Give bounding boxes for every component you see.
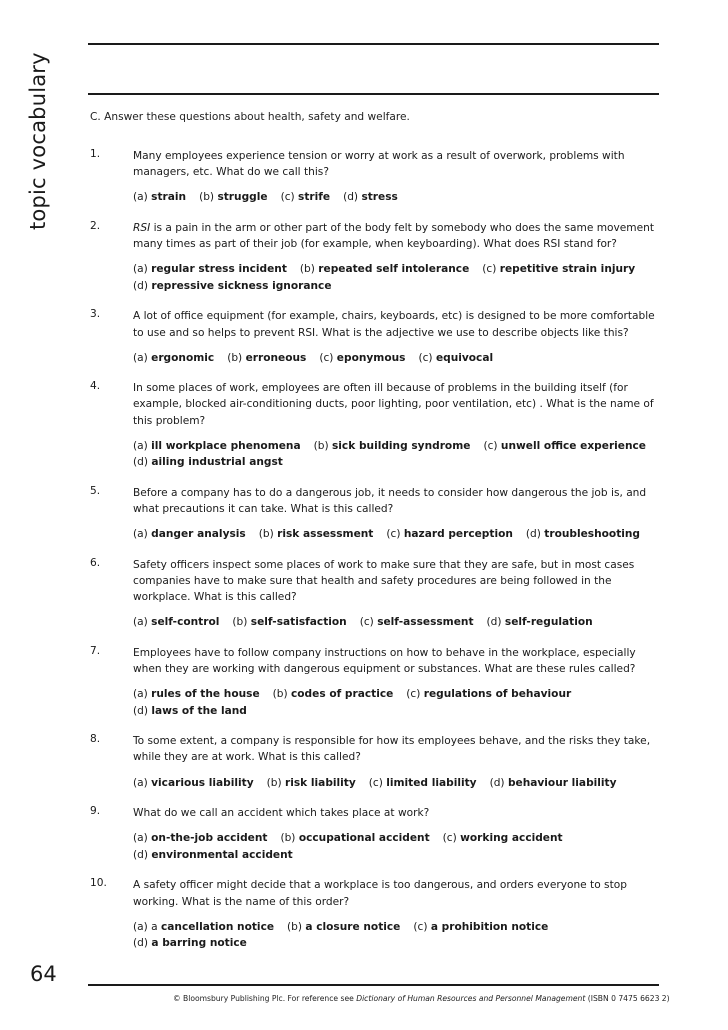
question-body: Safety officers inspect some places of work to make sure that they are safe, but in most cases companies have to make sure that health and safety procedures are being followed in the workplace. What is this called?: [133, 558, 635, 604]
option-letter: (d): [486, 616, 502, 629]
answer-option: [227, 350, 306, 367]
option-answer: erroneous: [245, 351, 307, 364]
question-text: [133, 148, 660, 180]
question-item: [90, 733, 660, 791]
option-letter: (d): [489, 776, 505, 789]
option-answer: self-satisfaction: [250, 616, 347, 629]
option-letter: (b): [272, 688, 288, 701]
option-letter: (a): [133, 351, 148, 364]
answer-option: [133, 454, 283, 471]
option-answer: regular stress incident: [151, 263, 287, 276]
option-letter: (a): [133, 191, 148, 204]
answer-option-line: [133, 454, 660, 471]
question-number: 2.: [90, 219, 101, 232]
answer-option: [482, 261, 635, 278]
answer-option: [360, 614, 474, 631]
option-letter: (b): [287, 920, 303, 933]
option-letter: (b): [232, 616, 248, 629]
option-answer: hazard perception: [403, 528, 513, 541]
option-answer: ill workplace phenomena: [151, 439, 301, 452]
question-item: [90, 308, 660, 366]
answer-option: [133, 438, 301, 455]
question-body: Before a company has to do a dangerous job, it needs to consider how dangerous the job is, and what precautions it can take. What is this called?: [133, 486, 647, 516]
answer-option-line: [133, 189, 660, 206]
option-letter: (c): [483, 439, 498, 452]
answer-option: [386, 526, 513, 543]
option-letter: (c): [386, 528, 401, 541]
answer-options: [133, 830, 660, 863]
answer-option: [490, 775, 617, 792]
question-body: A safety officer might decide that a workplace is too dangerous, and orders everyone to stop working. What is the name of this order?: [133, 879, 627, 908]
option-answer: struggle: [217, 191, 268, 204]
option-answer: repressive sickness ignorance: [151, 279, 332, 292]
answer-option-line: [133, 919, 660, 952]
answer-option-line: [133, 703, 660, 720]
answer-option: [280, 830, 429, 847]
option-answer: self-control: [151, 616, 220, 629]
answer-option: [133, 919, 274, 936]
answer-option: [133, 614, 219, 631]
option-answer: a closure notice: [305, 920, 401, 933]
option-answer: troubleshooting: [544, 528, 641, 541]
option-answer: sick building syndrome: [332, 439, 471, 452]
option-answer: eponymous: [336, 351, 406, 364]
question-item: [90, 557, 660, 631]
answer-option-line: [133, 614, 660, 631]
option-letter: (c): [368, 776, 383, 789]
footer-isbn: (ISBN 0 7475 6623 2): [585, 994, 670, 1003]
option-answer: strife: [298, 191, 331, 204]
option-letter: (b): [227, 351, 243, 364]
option-letter: (a): [133, 439, 148, 452]
option-letter: (b): [199, 191, 215, 204]
option-letter: (c): [413, 920, 428, 933]
answer-option: [133, 686, 260, 703]
option-answer: repetitive strain injury: [499, 263, 636, 276]
option-answer: risk assessment: [277, 528, 374, 541]
answer-option: [133, 278, 332, 295]
option-answer: environmental accident: [151, 848, 293, 861]
question-number: 5.: [90, 484, 101, 497]
answer-option: [300, 261, 469, 278]
option-answer: ergonomic: [151, 351, 215, 364]
answer-options: [133, 438, 660, 471]
answer-option-line: [133, 847, 660, 864]
answer-option: [406, 686, 571, 703]
answer-option: [273, 686, 394, 703]
option-letter: (c): [359, 616, 374, 629]
question-body: is a pain in the arm or other part of the body felt by somebody who does the same movement many times as part of their job (for example, when keyboarding). What does RSI stand for?: [133, 221, 655, 251]
footer-prefix: © Bloomsbury Publishing Plc. For reference see: [173, 994, 357, 1003]
answer-option: [369, 775, 477, 792]
option-answer: working accident: [460, 832, 563, 845]
option-answer: cancellation notice: [161, 920, 275, 933]
option-answer: vicarious liability: [151, 776, 254, 789]
answer-option: [232, 614, 346, 631]
option-letter: (a): [133, 776, 148, 789]
answer-option-line: [133, 278, 660, 295]
option-answer: stress: [361, 191, 398, 204]
option-letter: (d): [133, 279, 148, 292]
answer-option: [413, 919, 548, 936]
question-text: [133, 805, 660, 821]
answer-options: [133, 526, 660, 543]
answer-option: [267, 775, 356, 792]
question-item: [90, 380, 660, 471]
question-text: [133, 645, 660, 677]
answer-options: [133, 686, 660, 719]
answer-options: [133, 350, 660, 367]
option-letter: (b): [266, 776, 282, 789]
option-letter: (d): [133, 848, 148, 861]
option-letter: (a): [133, 263, 148, 276]
header-rule-bottom: [88, 93, 659, 95]
answer-option: [259, 526, 374, 543]
answer-option: [133, 526, 246, 543]
option-answer: behaviour liability: [507, 776, 617, 789]
answer-option: [418, 350, 493, 367]
answer-option: [443, 830, 563, 847]
question-term: RSI: [133, 221, 151, 234]
answer-option: [319, 350, 405, 367]
option-letter: (c): [482, 263, 497, 276]
option-letter: (c): [442, 832, 457, 845]
option-answer: risk liability: [285, 776, 356, 789]
option-letter: (c): [280, 191, 295, 204]
question-text: [133, 308, 660, 340]
answer-options: [133, 261, 660, 294]
question-body: Employees have to follow company instructions on how to behave in the workplace, especially when they are working with dangerous equipment or substances. What are these rules called?: [133, 646, 636, 676]
answer-option: [199, 189, 268, 206]
answer-option-line: [133, 830, 660, 847]
question-number: 1.: [90, 148, 101, 160]
answer-option-line: [133, 350, 660, 367]
option-letter: (c): [418, 351, 433, 364]
question-number: 3.: [90, 308, 101, 321]
question-text: [133, 220, 660, 252]
question-list: [90, 148, 660, 952]
option-answer: unwell office experience: [500, 439, 646, 452]
question-text: [133, 380, 660, 429]
option-letter: (b): [313, 439, 329, 452]
answer-option: [287, 919, 400, 936]
option-letter: (a): [133, 616, 148, 629]
question-number: 9.: [90, 805, 101, 818]
question-body: What do we call an accident which takes place at work?: [133, 807, 430, 820]
option-answer: self-assessment: [377, 616, 474, 629]
answer-option: [281, 189, 331, 206]
option-answer: a barring notice: [151, 937, 247, 950]
header-rule-top: [88, 43, 659, 45]
option-letter: (a) a: [133, 920, 158, 933]
question-body: Many employees experience tension or worry at work as a result of overwork, problems with managers, etc. What do we call this?: [133, 150, 625, 179]
footer-dictionary-title: Dictionary of Human Resources and Personnel Management: [356, 994, 586, 1003]
option-answer: self-regulation: [504, 616, 593, 629]
option-answer: a prohibition notice: [430, 920, 549, 933]
option-answer: on-the-job accident: [151, 832, 268, 845]
option-letter: (d): [133, 456, 148, 469]
option-letter: (d): [343, 191, 359, 204]
answer-options: [133, 775, 660, 792]
option-letter: (a): [133, 688, 148, 701]
option-answer: equivocal: [435, 351, 494, 364]
answer-option: [314, 438, 471, 455]
answer-options: [133, 919, 660, 952]
question-item: [90, 220, 660, 294]
page-number: 64: [30, 962, 57, 986]
option-answer: repeated self intolerance: [318, 263, 470, 276]
answer-option: [133, 189, 186, 206]
option-answer: rules of the house: [151, 688, 260, 701]
option-answer: regulations of behaviour: [423, 688, 572, 701]
question-body: A lot of office equipment (for example, chairs, keyboards, etc) is designed to be more comfortable to use and so helps to prevent RSI. What is the adjective we use to describe objects like this?: [133, 310, 655, 339]
section-label: topic vocabulary: [26, 52, 50, 230]
option-letter: (d): [525, 528, 541, 541]
answer-option: [133, 261, 287, 278]
question-text: [133, 733, 660, 765]
option-letter: (a): [133, 832, 148, 845]
option-answer: ailing industrial angst: [151, 456, 283, 469]
question-number: 6.: [90, 556, 101, 569]
answer-option-line: [133, 686, 660, 703]
option-letter: (b): [299, 263, 315, 276]
option-letter: (d): [133, 937, 148, 950]
question-text: [133, 485, 660, 517]
question-number: 4.: [90, 380, 101, 393]
answer-option-line: [133, 438, 660, 455]
option-letter: (a): [133, 528, 148, 541]
option-answer: laws of the land: [151, 704, 247, 717]
option-letter: (d): [133, 704, 148, 717]
question-item: [90, 877, 660, 951]
option-answer: codes of practice: [291, 688, 394, 701]
question-item: [90, 148, 660, 206]
answer-option: [526, 526, 640, 543]
answer-option: [133, 935, 247, 952]
question-body: In some places of work, employees are often ill because of problems in the building itself (for example, blocked air-conditioning ducts, poor lighting, poor ventilation, etc) . What is the name of this problem?: [133, 382, 654, 427]
answer-option: [487, 614, 593, 631]
option-answer: occupational accident: [298, 832, 430, 845]
answer-option: [133, 703, 247, 720]
question-text: [133, 877, 660, 909]
option-letter: (c): [319, 351, 334, 364]
answer-option: [133, 847, 293, 864]
copyright-footer: [173, 994, 670, 1003]
option-answer: strain: [151, 191, 187, 204]
question-number: 10.: [90, 877, 107, 890]
question-body: To some extent, a company is responsible for how its employees behave, and the risks they take, while they are at work. What is this called?: [133, 735, 651, 764]
question-item: [90, 485, 660, 543]
answer-options: [133, 614, 660, 631]
question-item: [90, 645, 660, 719]
answer-option-line: [133, 261, 660, 278]
answer-option-line: [133, 526, 660, 543]
answer-options: [133, 189, 660, 206]
answer-option: [133, 830, 267, 847]
option-answer: danger analysis: [151, 528, 246, 541]
answer-option: [133, 775, 254, 792]
answer-option-line: [133, 775, 660, 792]
option-letter: (c): [406, 688, 421, 701]
question-number: 8.: [90, 733, 101, 746]
option-answer: limited liability: [386, 776, 477, 789]
option-letter: (b): [258, 528, 274, 541]
option-letter: (b): [280, 832, 296, 845]
answer-option: [483, 438, 646, 455]
question-item: [90, 805, 660, 863]
answer-option: [133, 350, 214, 367]
question-text: [133, 557, 660, 606]
exercise-instruction: C. Answer these questions about health, safety and welfare.: [90, 111, 410, 123]
question-number: 7.: [90, 644, 101, 657]
answer-option: [343, 189, 398, 206]
footer-rule: [88, 984, 659, 986]
